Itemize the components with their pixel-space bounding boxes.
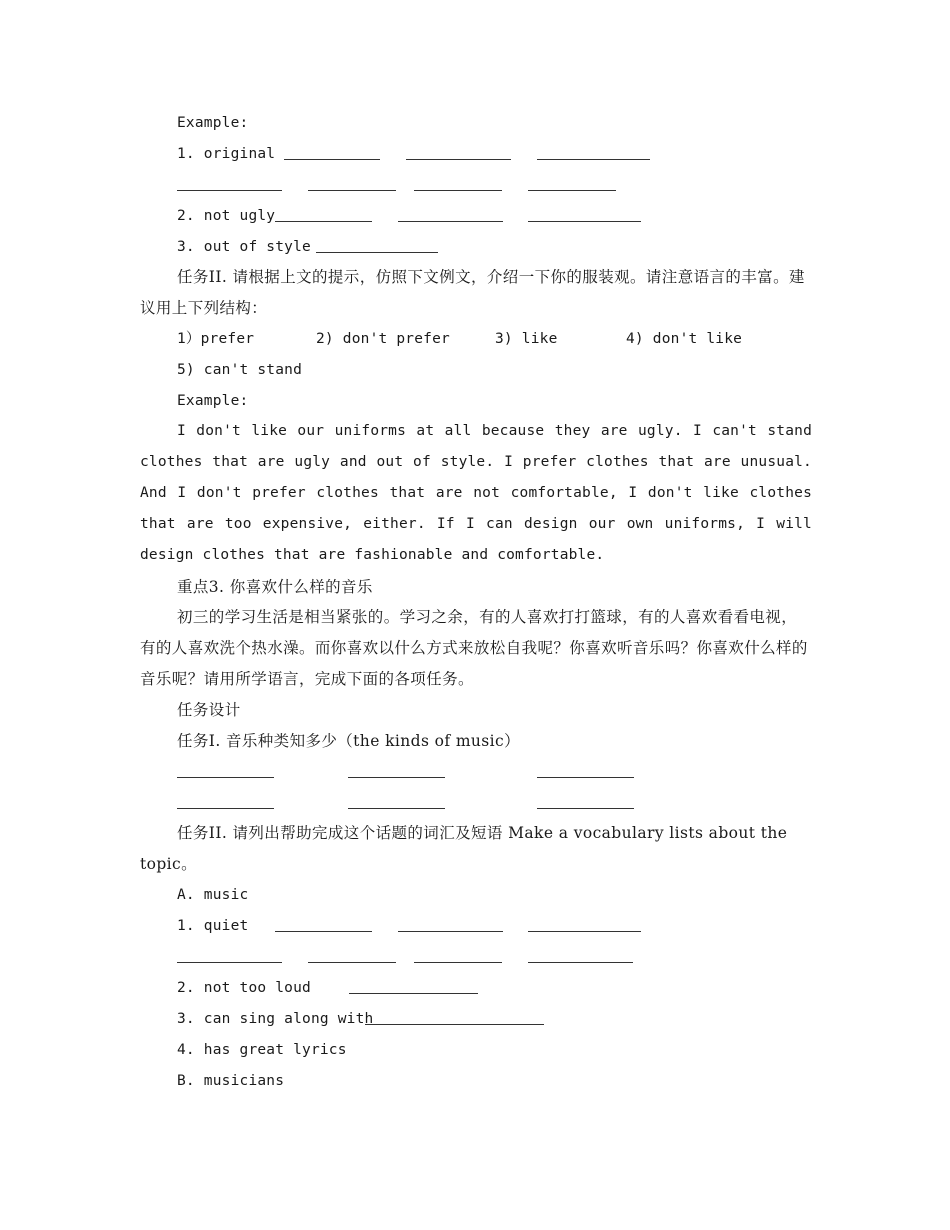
item-sing-along: 3. can sing along with [177, 1011, 374, 1027]
item-not-ugly-line [0, 204, 950, 228]
answer-blank[interactable] [528, 190, 616, 191]
answer-blank[interactable] [398, 931, 503, 932]
structure-item: 2) don't prefer [316, 331, 450, 347]
answer-blank[interactable] [308, 190, 396, 191]
answer-blank[interactable] [528, 931, 641, 932]
answer-blank[interactable] [275, 931, 372, 932]
blank-row [0, 945, 950, 969]
task2-vocab-instruction: 任务II. 请列出帮助完成这个话题的词汇及短语 Make a vocabulary lists about the topic。 [140, 824, 788, 873]
structure-item: 1）prefer [177, 331, 255, 347]
answer-blank[interactable] [349, 993, 478, 994]
answer-blank[interactable] [406, 159, 511, 160]
answer-blank[interactable] [537, 159, 650, 160]
answer-blank[interactable] [275, 221, 372, 222]
a-music-line [0, 883, 950, 907]
answer-blank[interactable] [537, 777, 634, 778]
item-not-too-loud: 2. not too loud [177, 980, 311, 996]
answer-blank[interactable] [284, 159, 380, 160]
structure-item: 4) don't like [626, 331, 743, 347]
structure-list-2 [0, 358, 950, 382]
example-paragraph: I don't like our uniforms at all because they are ugly. I can't stand clothes that are ugly and out of style. I prefer clothes that are unusual. And I don't prefer clothes that are not comfortable, I don't like clothes that are too expensive, either. If I can design our own uniforms, I will design clothes that are fashionable and comfortable. [140, 423, 812, 563]
item-not-ugly: 2. not ugly [177, 208, 276, 224]
item-out-of-style-line [0, 235, 950, 259]
answer-blank[interactable] [308, 962, 396, 963]
task1-line [0, 729, 950, 753]
answer-blank[interactable] [177, 190, 282, 191]
example2-label: Example: [177, 393, 249, 409]
task-design-line [0, 698, 950, 722]
item-quiet-line [0, 914, 950, 938]
item-original-line [0, 142, 950, 166]
answer-blank[interactable] [316, 252, 438, 253]
structure-item: 5) can't stand [177, 362, 303, 378]
answer-blank[interactable] [537, 808, 634, 809]
section3-heading-line [0, 575, 950, 599]
b-musicians-label: B. musicians [177, 1073, 285, 1089]
item-original: 1. original [177, 146, 276, 162]
answer-blank[interactable] [365, 1024, 544, 1025]
task-design-label: 任务设计 [177, 701, 241, 719]
item-great-lyrics: 4. has great lyrics [177, 1042, 347, 1058]
answer-blank[interactable] [398, 221, 503, 222]
example-label-line [0, 111, 950, 135]
answer-blank[interactable] [348, 777, 445, 778]
blank-row [0, 760, 950, 784]
example2-label-line [0, 389, 950, 413]
section3-intro: 初三的学习生活是相当紧张的。学习之余，有的人喜欢打打篮球，有的人喜欢看看电视，有的人喜欢洗个热水澡。而你喜欢以什么方式来放松自我呢？你喜欢听音乐吗？你喜欢什么样的音乐呢？请用所学语言，完成下面的各项任务。 [140, 608, 808, 688]
a-music-label: A. music [177, 887, 249, 903]
structure-list [0, 327, 950, 351]
example-label: Example: [177, 115, 249, 131]
item-not-too-loud-line [0, 976, 950, 1000]
blank-row [0, 791, 950, 815]
answer-blank[interactable] [177, 808, 274, 809]
item-great-lyrics-line [0, 1038, 950, 1062]
structure-item: 3) like [495, 331, 558, 347]
blank-row [0, 173, 950, 197]
task2-instruction: 任务II. 请根据上文的提示，仿照下文例文，介绍一下你的服装观。请注意语言的丰富。建议用上下列结构： [140, 268, 805, 317]
answer-blank[interactable] [528, 221, 641, 222]
answer-blank[interactable] [414, 962, 502, 963]
item-sing-along-line [0, 1007, 950, 1031]
task1-label: 任务I. 音乐种类知多少（the kinds of music） [177, 732, 520, 750]
section3-heading: 重点3. 你喜欢什么样的音乐 [177, 578, 373, 596]
b-musicians-line [0, 1069, 950, 1093]
answer-blank[interactable] [177, 962, 282, 963]
answer-blank[interactable] [414, 190, 502, 191]
answer-blank[interactable] [348, 808, 445, 809]
answer-blank[interactable] [177, 777, 274, 778]
answer-blank[interactable] [528, 962, 633, 963]
item-out-of-style: 3. out of style [177, 239, 311, 255]
item-quiet: 1. quiet [177, 918, 249, 934]
